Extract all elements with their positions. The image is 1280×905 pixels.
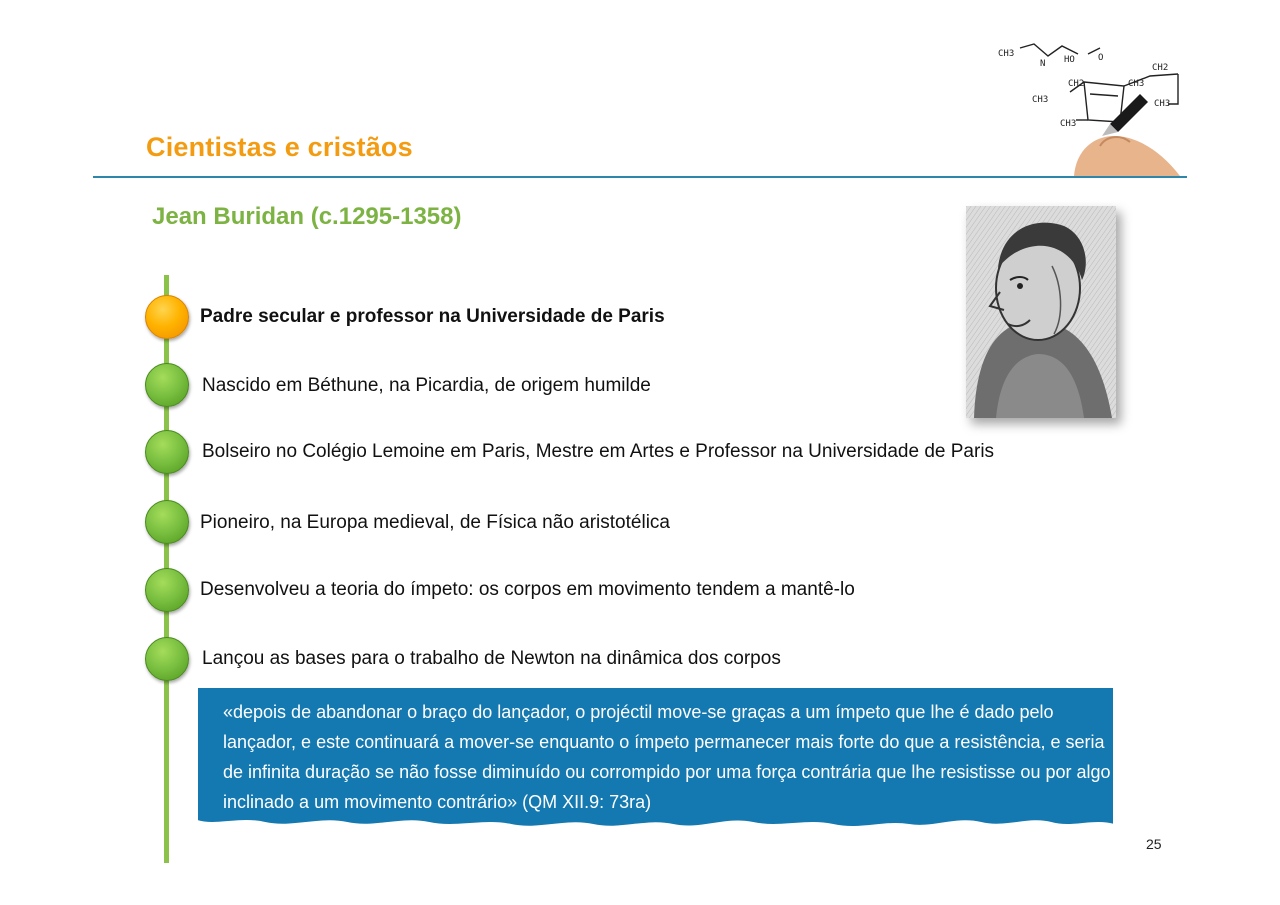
chem-label: CH2 [1068,79,1085,89]
slide-subtitle: Jean Buridan (c.1295-1358) [152,203,462,230]
chem-label: O [1098,53,1104,63]
chem-label: CH3 [1128,79,1145,89]
chem-label: CH3 [1060,119,1077,129]
portrait-image [966,206,1116,418]
title-divider [93,176,1187,178]
chem-label: CH3 [1154,99,1171,109]
slide-title: Cientistas e cristãos [146,132,413,162]
quote-text: «depois de abandonar o braço do lançador, o projéctil move-se graças a um ímpeto que lhe é dado pelo lançador, e este continuará a mover-se enquanto o ímpeto permanecer mais forte do que a resistência, e seria de infinita duração se não fosse diminuído ou corrompido por uma força contrária que lhe resistisse ou por algo inclinado a um movimento contrário» (QM XII.9: 73ra) [223,702,1111,812]
timeline-item: Bolseiro no Colégio Lemoine em Paris, Mestre em Artes e Professor na Universidade de Paris [202,441,995,462]
quote-box [193,687,1116,837]
timeline-bullet-green [145,637,189,681]
chem-label: CH3 [1032,95,1049,105]
timeline-item: Lançou as bases para o trabalho de Newton na dinâmica dos corpos [202,648,781,669]
chemical-structure-illustration [990,40,1190,180]
timeline-item: Pioneiro, na Europa medieval, de Física não aristotélica [200,512,670,533]
timeline-item: Nascido em Béthune, na Picardia, de origem humilde [202,375,651,396]
page-number: 25 [1146,836,1162,852]
chem-label: CH3 [998,49,1015,59]
timeline-item: Desenvolveu a teoria do ímpeto: os corpos em movimento tendem a mantê-lo [200,579,855,600]
timeline-item: Padre secular e professor na Universidade de Paris [200,306,665,327]
timeline-bullet-green [145,568,189,612]
chem-label: CH2 [1152,63,1169,73]
timeline-bullet-orange [145,295,189,339]
timeline-bullet-green [145,430,189,474]
chem-label: N [1040,59,1046,69]
chem-label: HO [1064,55,1075,65]
timeline-bullet-green [145,500,189,544]
timeline-bullet-green [145,363,189,407]
